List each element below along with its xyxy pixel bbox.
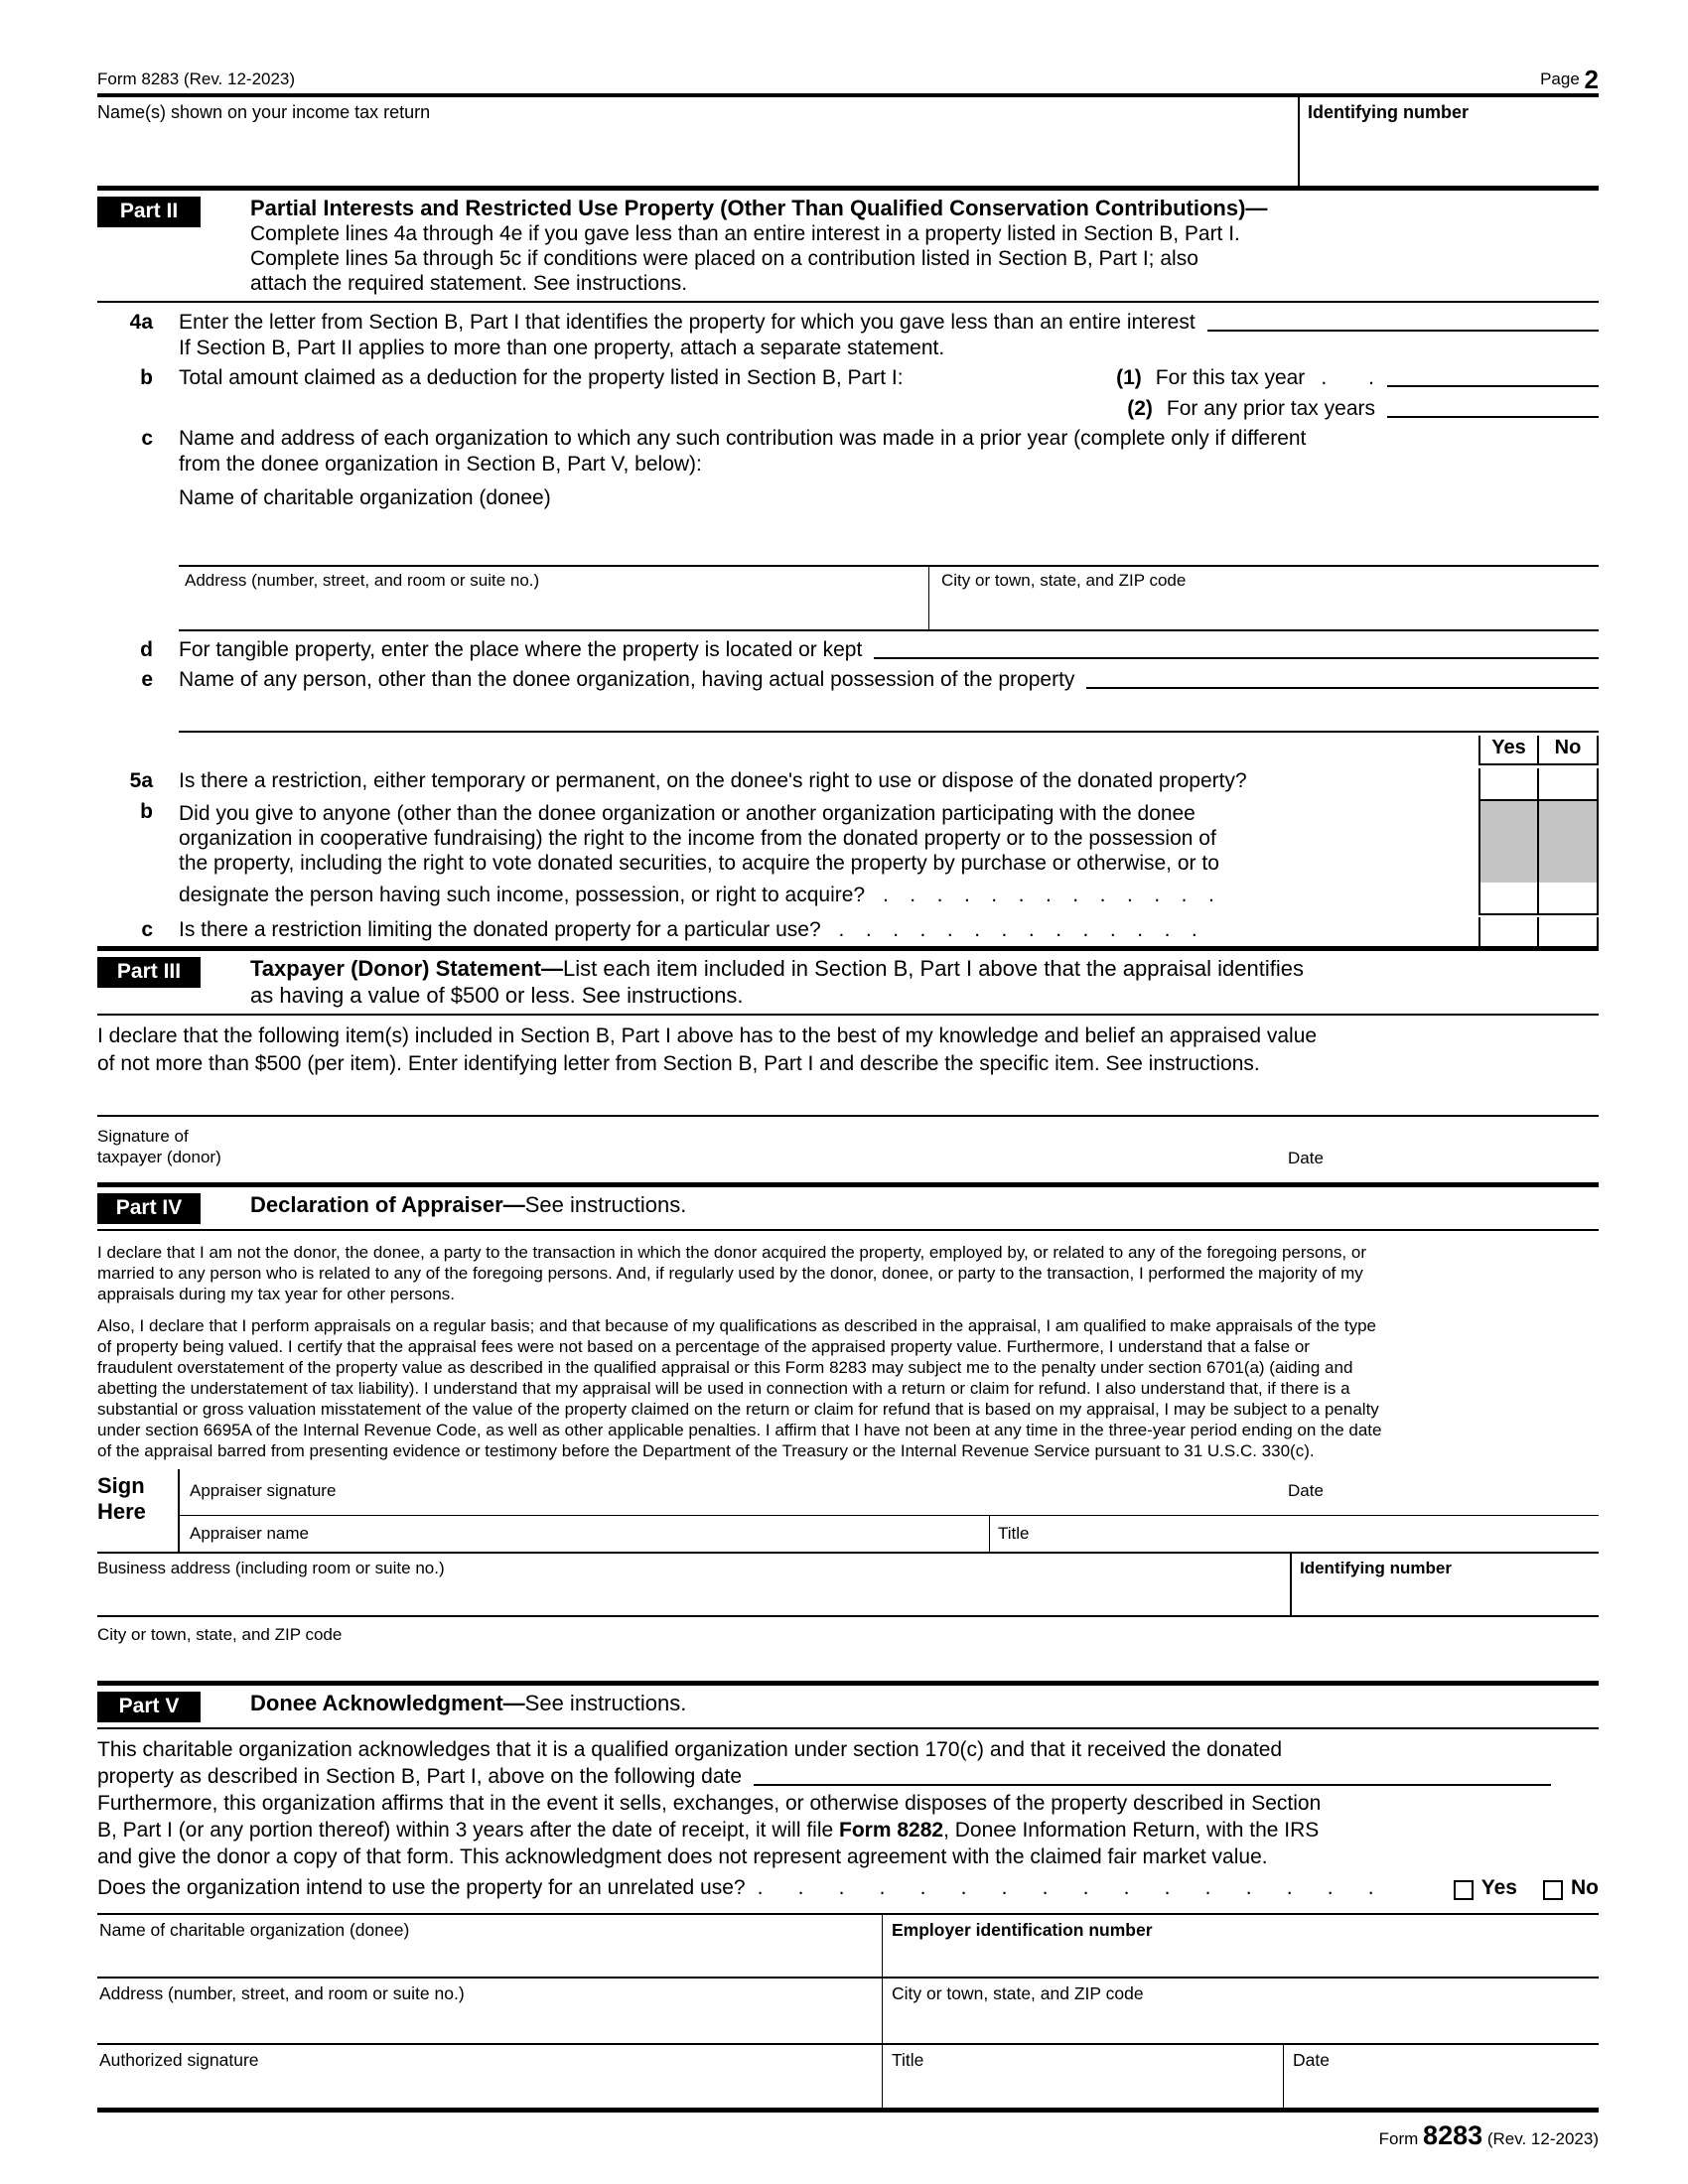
authorized-date-field[interactable] xyxy=(1283,2045,1599,2108)
sign-here-label: Sign Here xyxy=(97,1469,180,1552)
question-5c-row xyxy=(97,915,1599,946)
donee-ein-label: Employer identification number xyxy=(892,1920,1153,1940)
question-5b-line1: Did you give to anyone (other than the donee organization or another organization participating with the donee xyxy=(179,802,1196,825)
line-4b2-label: For any prior tax years xyxy=(1166,397,1375,420)
line-4c-number: c xyxy=(141,427,153,450)
line-4b1-entry-line[interactable] xyxy=(1387,385,1599,387)
appraiser-declaration-paragraph2 xyxy=(97,1315,1599,1461)
donee-ein-field[interactable] xyxy=(882,1915,1599,1977)
part3-date-label: Date xyxy=(1288,1149,1324,1167)
part3-subtitle-line2: as having a value of $500 or less. See instructions. xyxy=(250,983,744,1008)
authorized-title-field[interactable] xyxy=(882,2045,1283,2108)
part4-see-instructions: See instructions. xyxy=(524,1192,687,1217)
part2-badge: Part II xyxy=(97,197,201,227)
part3-declaration-line1: I declare that the following item(s) included in Section B, Part I above has to the best of my knowledge and belief an appraised value xyxy=(97,1024,1318,1047)
appraiser-city-label: City or town, state, and ZIP code xyxy=(97,1625,343,1644)
line-4b1-dot-leader: . . xyxy=(1321,366,1375,389)
unrelated-use-no-checkbox[interactable] xyxy=(1543,1880,1563,1900)
part5-badge: Part V xyxy=(97,1692,201,1722)
line-4a xyxy=(97,310,1599,361)
part2-intro-line2: Complete lines 5a through 5c if conditions were placed on a contribution listed in Section B, Part I; also xyxy=(250,247,1198,270)
unrelated-use-question: Does the organization intend to use the property for an unrelated use? xyxy=(97,1876,746,1899)
line-5b-number: b xyxy=(140,800,153,823)
form-8282-reference: Form 8282 xyxy=(839,1819,944,1842)
page-word: Page xyxy=(1540,69,1580,88)
donee-name-label: Name of charitable organization (donee) xyxy=(179,486,551,509)
question-5b-line4: designate the person having such income, possession, or right to acquire? xyxy=(179,884,866,906)
yes-column-header: Yes xyxy=(1478,736,1537,765)
question-5b-row xyxy=(97,799,1599,883)
appraiser-title-field[interactable] xyxy=(989,1516,1599,1552)
p4-p1-line1: I declare that I am not the donor, the donee, a party to the transaction in which the donor acquired the property, employed by, or related to any of the foregoing persons, or xyxy=(97,1243,1366,1262)
donee-org-city-label: City or town, state, and ZIP code xyxy=(892,1983,1144,2003)
appraiser-name-label: Appraiser name xyxy=(190,1524,310,1543)
part3-declaration-line2: of not more than $500 (per item). Enter identifying letter from Section B, Part I and describe the specific item. See instructions. xyxy=(97,1052,1260,1075)
question-5b-shaded-yes xyxy=(1478,799,1537,883)
line-5c-number: c xyxy=(141,918,153,941)
p4-p2-line7: of the appraisal barred from presenting evidence or testimony before the Department of the Treasury or the Internal Revenue Service pursuant to 31 U.S.C. 330(c). xyxy=(97,1441,1315,1460)
part3-title: Taxpayer (Donor) Statement— xyxy=(250,956,563,981)
question-5a-yes-cell[interactable] xyxy=(1478,768,1537,799)
question-5c-dot-leader: . . . . . . . . . . . . . . xyxy=(838,918,1198,941)
authorized-signature-field[interactable] xyxy=(97,2045,882,2108)
part5-title: Donee Acknowledgment— xyxy=(250,1691,525,1715)
donee-org-name-label: Name of charitable organization (donee) xyxy=(99,1920,410,1940)
line-4a-entry-line[interactable] xyxy=(1207,330,1599,332)
line-4e-text: Name of any person, other than the donee organization, having actual possession of the property xyxy=(179,668,1075,691)
form-revision-label: Form 8283 (Rev. 12-2023) xyxy=(97,69,296,88)
part2-intro-line3: attach the required statement. See instructions. xyxy=(250,272,688,295)
appraiser-signature-field[interactable] xyxy=(180,1469,1599,1516)
taxpayer-name-field[interactable] xyxy=(97,97,1298,186)
unrelated-use-no-label: No xyxy=(1571,1876,1599,1899)
question-5b-answer-row xyxy=(97,883,1599,915)
part4-header xyxy=(97,1182,1599,1231)
line-4b-number: b xyxy=(140,366,153,389)
business-address-label: Business address (including room or suite no.) xyxy=(97,1559,445,1577)
appraiser-title-label: Title xyxy=(998,1524,1030,1543)
line-4c-text1: Name and address of each organization to which any such contribution was made in a prior year (complete only if different xyxy=(179,427,1307,450)
donee-organization-table xyxy=(97,1913,1599,2113)
donee-city-field[interactable] xyxy=(928,567,1599,629)
donee-address-field[interactable] xyxy=(179,567,928,629)
question-5b-no-cell[interactable] xyxy=(1537,883,1599,915)
appraiser-identifying-number-label: Identifying number xyxy=(1300,1559,1452,1577)
question-5c-yes-cell[interactable] xyxy=(1478,917,1537,946)
line-4d-entry-line[interactable] xyxy=(874,657,1599,659)
authorized-date-label: Date xyxy=(1293,2050,1330,2070)
page-header xyxy=(97,0,1599,97)
question-5a-text: Is there a restriction, either temporary or permanent, on the donee's right to use or dispose of the donated property? xyxy=(179,769,1247,792)
p4-p2-line4: abetting the understatement of tax liability). I understand that my appraisal will be used in connection with a return or claim for refund. I also understand that, if there is a xyxy=(97,1379,1350,1398)
taxpayer-signature-label-line1: Signature of xyxy=(97,1127,189,1146)
line-4b-text: Total amount claimed as a deduction for the property listed in Section B, Part I: xyxy=(179,366,904,389)
restriction-questions xyxy=(97,731,1599,946)
line-4c-text2: from the donee organization in Section B, Part V, below): xyxy=(179,453,702,476)
part2-header xyxy=(97,191,1599,303)
part2-intro-line1: Complete lines 4a through 4e if you gave less than an entire interest in a property listed in Section B, Part I. xyxy=(250,222,1240,245)
line-4b1-number: (1) xyxy=(1116,366,1142,389)
part3-subtitle-line1: List each item included in Section B, Part I above that the appraisal identifies xyxy=(562,956,1304,981)
taxpayer-name-label: Name(s) shown on your income tax return xyxy=(97,102,431,122)
appraiser-sign-block xyxy=(97,1469,1599,1554)
part5-see-instructions: See instructions. xyxy=(524,1691,687,1715)
page-number: 2 xyxy=(1584,65,1599,94)
donee-acknowledgment-text xyxy=(97,1729,1599,1870)
footer-form-word: Form xyxy=(1378,2129,1419,2148)
unrelated-use-question-row xyxy=(97,1876,1599,1900)
p4-p1-line3: appraisals during my tax year for other persons. xyxy=(97,1285,456,1303)
question-5c-no-cell[interactable] xyxy=(1537,917,1599,946)
unrelated-use-yes-label: Yes xyxy=(1480,1876,1517,1899)
donee-org-name-field[interactable] xyxy=(97,1915,882,1977)
line-4a-text2: If Section B, Part II applies to more than one property, attach a separate statement. xyxy=(179,337,945,359)
identifying-number-field[interactable] xyxy=(1298,97,1599,186)
appraiser-date-label: Date xyxy=(1288,1481,1324,1500)
part3-declaration xyxy=(97,1016,1599,1078)
p4-p2-line2: of property being valued. I certify that the appraisal fees were not based on a percentage of the appraised property value. Furthermore, I understand that a false or xyxy=(97,1337,1310,1356)
question-5b-line3: the property, including the right to vote donated securities, to acquire the property by purchase or otherwise, or to xyxy=(179,852,1219,875)
further-line2: B, Part I (or any portion thereof) within 3 years after the date of receipt, it will file Form 8282, Donee Information Return, with the IRS xyxy=(97,1819,1320,1842)
further-line3: and give the donor a copy of that form. This acknowledgment does not represent agreement with the claimed fair market value. xyxy=(97,1845,1268,1868)
authorized-signature-label: Authorized signature xyxy=(99,2050,259,2070)
line-4e-entry-line[interactable] xyxy=(1086,687,1599,689)
part2-title: Partial Interests and Restricted Use Property (Other Than Qualified Conservation Contributions)— xyxy=(250,196,1268,220)
appraiser-city-field[interactable] xyxy=(97,1617,1599,1681)
line-4e xyxy=(97,667,1599,693)
line-4e-number: e xyxy=(141,668,153,691)
ack-line1: This charitable organization acknowledges that it is a qualified organization under section 170(c) and that it received the donated xyxy=(97,1738,1283,1761)
donee-city-label: City or town, state, and ZIP code xyxy=(941,571,1187,590)
appraiser-name-field[interactable] xyxy=(180,1516,989,1552)
business-address-field[interactable] xyxy=(97,1554,1290,1615)
donee-name-field[interactable] xyxy=(179,511,1599,567)
part4-badge: Part IV xyxy=(97,1193,201,1224)
line-4a-text: Enter the letter from Section B, Part I that identifies the property for which you gave less than an entire interest xyxy=(179,311,1196,334)
line-4b2-entry-line[interactable] xyxy=(1387,416,1599,418)
footer-form-number: 8283 xyxy=(1423,2120,1483,2150)
appraiser-identifying-number-field[interactable] xyxy=(1290,1554,1599,1615)
line-4b2-number: (2) xyxy=(1127,397,1153,420)
line-4a-number: 4a xyxy=(129,311,153,334)
business-address-row xyxy=(97,1554,1599,1617)
receipt-date-entry-line[interactable] xyxy=(754,1784,1551,1786)
p4-p2-line6: under section 6695A of the Internal Revenue Code, as well as other applicable penalties. I affirm that I have not been at any time in the three-year period ending on the date xyxy=(97,1421,1382,1439)
line-4b xyxy=(97,365,1599,422)
line-4b1-label: For this tax year xyxy=(1155,366,1306,389)
form-footer xyxy=(97,2120,1599,2151)
unrelated-use-dot-leader: . . . . . . . . . . . . . . . . xyxy=(757,1876,1375,1899)
p4-p1-line2: married to any person who is related to any of the foregoing persons. And, if regularly used by the donor, donee, or party to the transaction, I performed the majority of my xyxy=(97,1264,1363,1283)
ack-line2: property as described in Section B, Part I, above on the following date xyxy=(97,1765,743,1788)
question-5b-shaded-no xyxy=(1537,799,1599,883)
further-line1: Furthermore, this organization affirms that in the event it sells, exchanges, or otherwise disposes of the property described in Section xyxy=(97,1792,1322,1815)
donee-org-address-field[interactable] xyxy=(97,1979,882,2043)
part3-badge: Part III xyxy=(97,957,201,988)
yes-no-header-row xyxy=(97,733,1599,765)
taxpayer-header-row xyxy=(97,97,1599,191)
part3-header xyxy=(97,946,1599,1016)
p4-p2-line5: substantial or gross valuation misstatement of the value of the property claimed on the return or claim for refund that is based on my appraisal, I may be subject to a penalty xyxy=(97,1400,1379,1419)
part5-header xyxy=(97,1681,1599,1729)
donee-org-city-field[interactable] xyxy=(882,1979,1599,2043)
identifying-number-label: Identifying number xyxy=(1308,102,1469,122)
question-5b-line2: organization in cooperative fundraising) the right to the income from the donated property or to the possession of xyxy=(179,827,1216,850)
line-4d-text: For tangible property, enter the place where the property is located or kept xyxy=(179,638,863,661)
question-5a-no-cell[interactable] xyxy=(1537,768,1599,799)
footer-revision: (Rev. 12-2023) xyxy=(1486,2129,1599,2148)
line-4c xyxy=(97,426,1599,511)
line-4d xyxy=(97,637,1599,663)
donee-org-address-label: Address (number, street, and room or suite no.) xyxy=(99,1983,465,2003)
line-4d-number: d xyxy=(140,638,153,661)
unrelated-use-yes-checkbox[interactable] xyxy=(1454,1880,1474,1900)
p4-p2-line3: fraudulent overstatement of the property value as described in the qualified appraisal or this Form 8283 may subject me to the penalty under section 6701(a) (aiding and xyxy=(97,1358,1353,1377)
appraiser-signature-label: Appraiser signature xyxy=(190,1481,337,1500)
authorized-title-label: Title xyxy=(892,2050,924,2070)
question-5c-text: Is there a restriction limiting the donated property for a particular use? xyxy=(179,918,821,941)
part4-title: Declaration of Appraiser— xyxy=(250,1192,525,1217)
p4-p2-line1: Also, I declare that I perform appraisals on a regular basis; and that because of my qualifications as described in the appraisal, I am qualified to make appraisals of the type xyxy=(97,1316,1376,1335)
line-5a-number: 5a xyxy=(129,769,153,792)
taxpayer-signature-label-line2: taxpayer (donor) xyxy=(97,1148,221,1166)
donee-address-label: Address (number, street, and room or suite no.) xyxy=(185,571,540,590)
question-5a-row xyxy=(97,765,1599,799)
no-column-header: No xyxy=(1537,736,1599,765)
question-5b-yes-cell[interactable] xyxy=(1478,883,1537,915)
part3-signature-row[interactable] xyxy=(97,1117,1599,1182)
appraiser-declaration-paragraph1 xyxy=(97,1242,1599,1304)
question-5b-dot-leader: . . . . . . . . . . . . . xyxy=(882,884,1215,906)
donee-address-table xyxy=(179,567,1599,631)
